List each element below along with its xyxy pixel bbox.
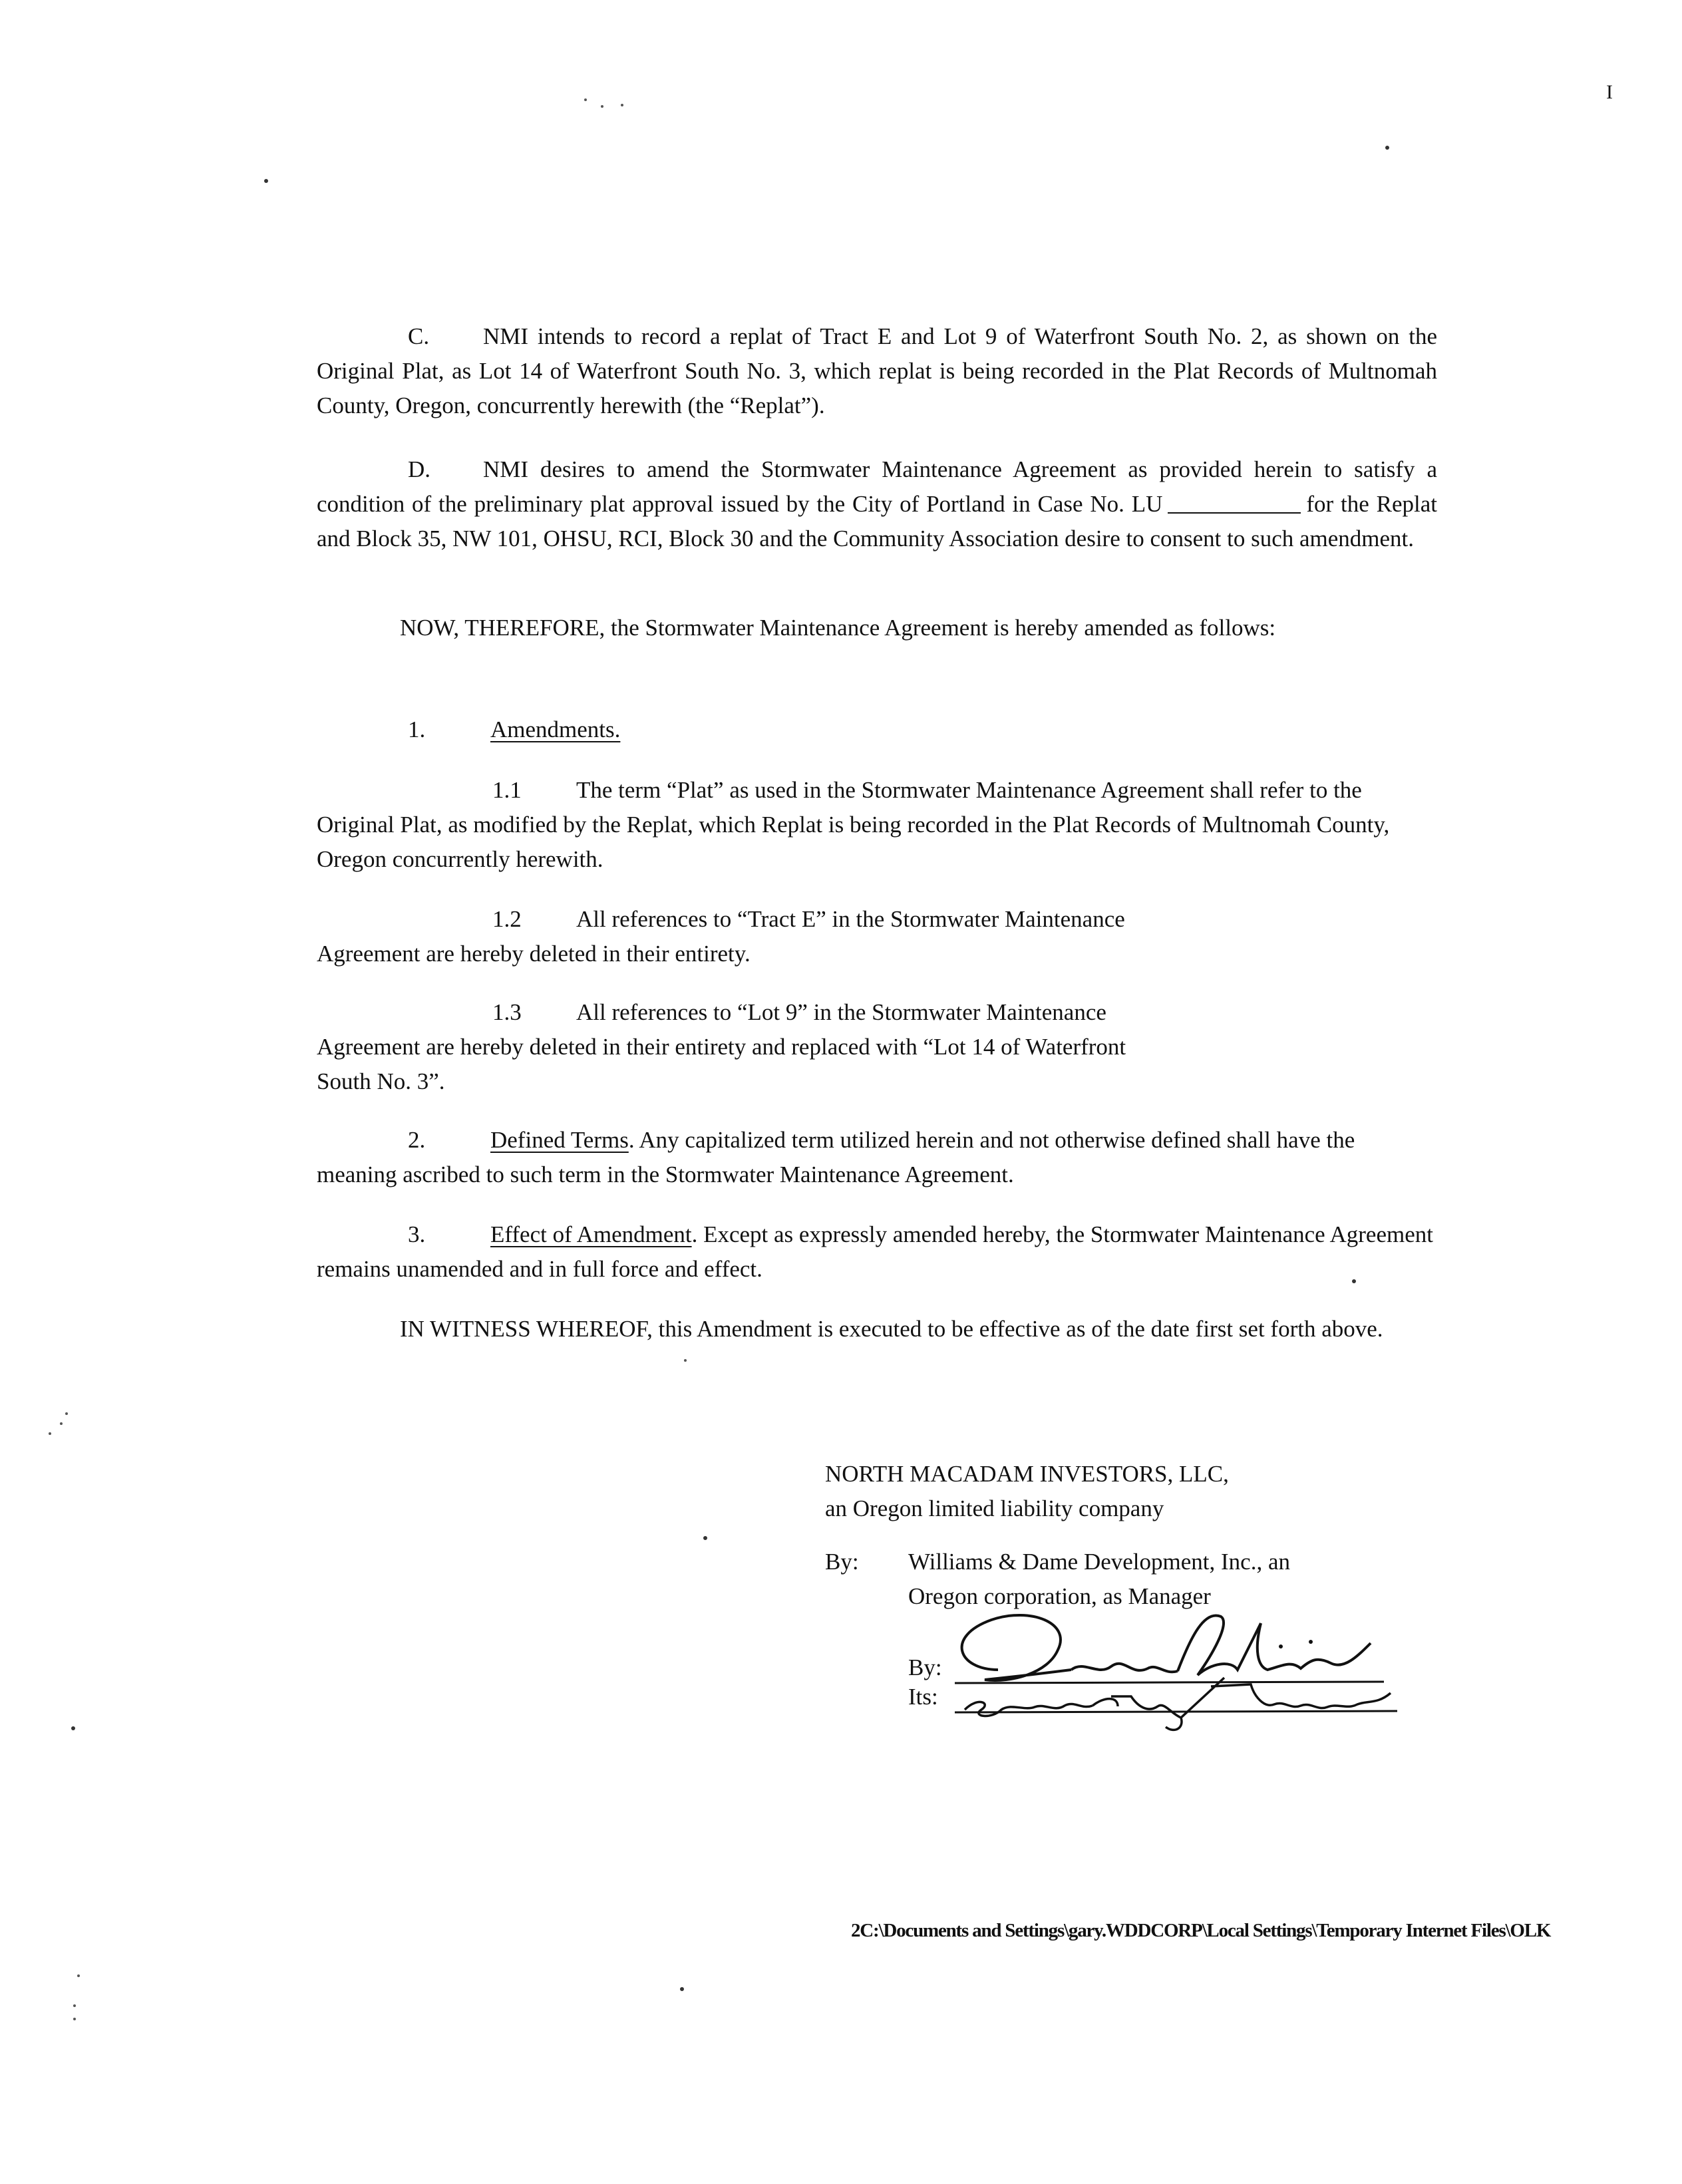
recital-c-label: C.	[408, 323, 430, 349]
section-1-2-line1: All references to “Tract E” in the Stormwater Maintenance	[576, 906, 1125, 932]
section-3-title: Effect of Amendment	[490, 1221, 692, 1247]
document-path-footer: 2C:\Documents and Settings\gary.WDDCORP\Local Settings\Temporary Internet Files\OLK	[851, 1920, 1551, 1941]
section-1-2-line2: Agreement are hereby deleted in their entirety.	[317, 941, 751, 967]
section-1-3-line2: Agreement are hereby deleted in their entirety and replaced with “Lot 14 of Waterfront	[317, 1034, 1126, 1060]
page-corner-mark: I	[1606, 81, 1613, 103]
section-1-3-line1: All references to “Lot 9” in the Stormwater Maintenance	[576, 999, 1106, 1025]
company-name: NORTH MACADAM INVESTORS, LLC,	[825, 1461, 1229, 1487]
recital-d-text-end: for the Replat and Block 35, NW 101, OHSU, RCI, Block 30 and the Community Association desire to consent to such amendment.	[317, 491, 1437, 551]
witness-text: IN WITNESS WHEREOF, this Amendment is executed to be effective as of the date first set forth above.	[400, 1316, 1383, 1342]
officer-by-label: By:	[908, 1654, 942, 1680]
officer-its-label: Its:	[908, 1684, 938, 1710]
section-1-3-line3: South No. 3”.	[317, 1068, 445, 1094]
manager-line2: Oregon corporation, as Manager	[908, 1583, 1211, 1609]
section-1-3-number: 1.3	[492, 999, 522, 1025]
section-1-1-text: The term “Plat” as used in the Stormwater Maintenance Agreement shall refer to the Original Plat, as modified by the Replat, which Replat is being recorded in the Plat Records of Multnomah County, Oregon concurrently herewith.	[317, 777, 1390, 872]
section-1-number: 1.	[408, 716, 426, 742]
now-therefore-text: NOW, THEREFORE, the Stormwater Maintenance Agreement is hereby amended as follows:	[400, 615, 1276, 641]
company-description: an Oregon limited liability company	[825, 1495, 1164, 1521]
section-1-2-number: 1.2	[492, 906, 522, 932]
section-3-number: 3.	[408, 1221, 426, 1247]
recital-d-label: D.	[408, 456, 431, 482]
section-1-title: Amendments.	[490, 716, 621, 742]
section-3-text: . Except as expressly amended hereby, the Stormwater Maintenance Agreement remains unamended and in full force and effect.	[317, 1221, 1433, 1282]
recital-d-text-start: NMI desires to amend the Stormwater Maintenance Agreement as provided herein to satisfy a condition of the preliminary plat approval issued by the City of Portland in Case No. LU	[317, 456, 1437, 517]
section-2-title: Defined Terms	[490, 1127, 629, 1153]
section-1-1-number: 1.1	[492, 777, 522, 803]
manager-line1: Williams & Dame Development, Inc., an	[908, 1549, 1290, 1575]
by-label: By:	[825, 1549, 859, 1575]
section-2-number: 2.	[408, 1127, 426, 1153]
section-2-text: . Any capitalized term utilized herein and not otherwise defined shall have the meaning ascribed to such term in the Stormwater Maintenance Agreement.	[317, 1127, 1355, 1187]
recital-c-text: NMI intends to record a replat of Tract E and Lot 9 of Waterfront South No. 2, as shown on the Original Plat, as Lot 14 of Waterfront South No. 3, which replat is being recorded in the Plat Records of Multnomah County, Oregon, concurrently herewith (the “Replat”).	[317, 323, 1437, 418]
